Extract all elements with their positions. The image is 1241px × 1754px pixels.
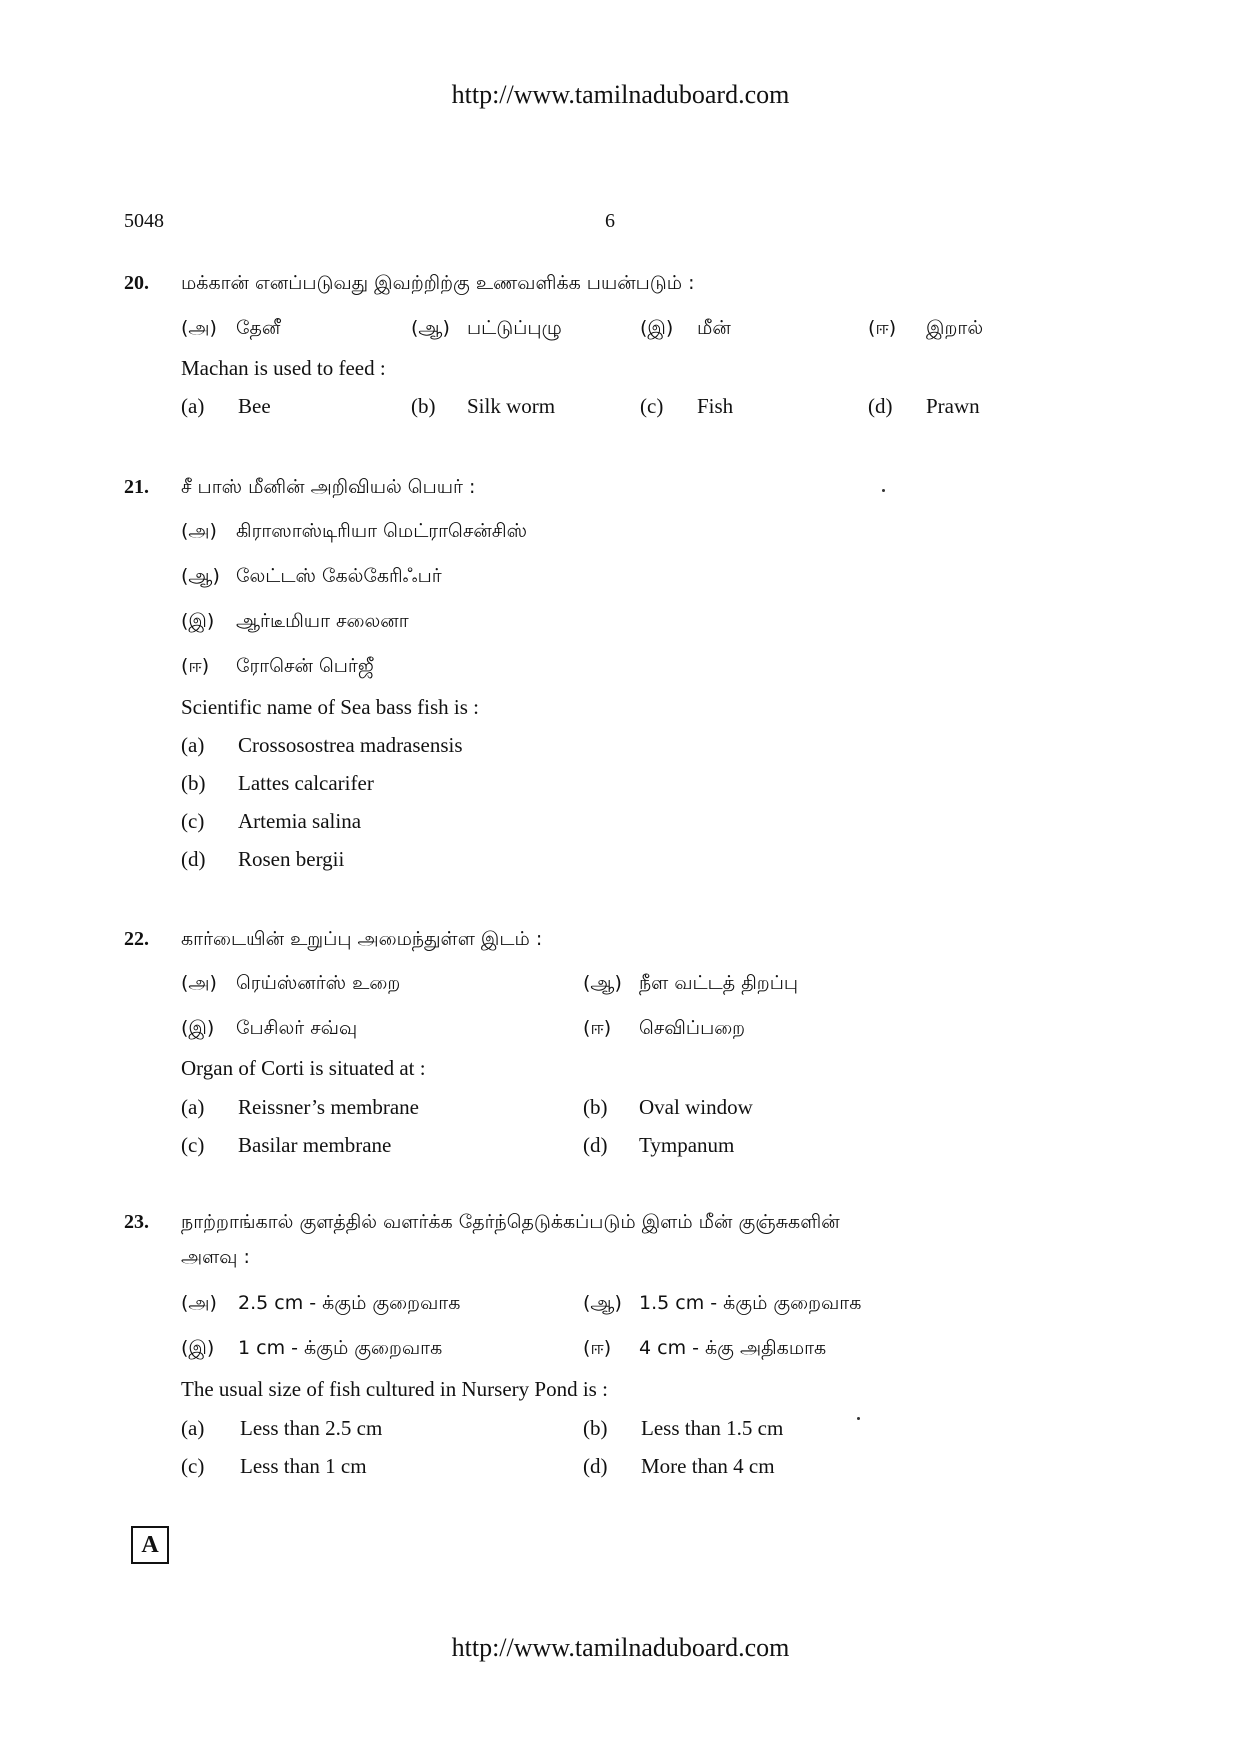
- option: Silk worm: [467, 394, 556, 418]
- tamil-option-label: (இ): [640, 317, 674, 339]
- question-tamil-continued: அளவு :: [181, 1246, 250, 1268]
- tamil-option-label: (ஈ): [583, 1017, 612, 1039]
- question-tamil: கார்டையின் உறுப்பு அமைந்துள்ள இடம் :: [181, 928, 543, 950]
- tamil-option: 4 cm - க்கு அதிகமாக: [639, 1337, 827, 1359]
- scan-speck: [882, 489, 885, 492]
- option: Artemia salina: [238, 809, 362, 833]
- tamil-option: ரெய்ஸ்னர்ஸ் உறை: [236, 972, 401, 994]
- option: Less than 2.5 cm: [240, 1416, 383, 1440]
- tamil-option-label: (ஆ): [181, 565, 220, 587]
- tamil-option: பட்டுப்புழு: [467, 317, 562, 339]
- question-tamil: சீ பாஸ் மீனின் அறிவியல் பெயர் :: [181, 476, 476, 498]
- question-tamil: நாற்றாங்கால் குளத்தில் வளர்க்க தேர்ந்தெடுக்கப்படும் இளம் மீன் குஞ்சுகளின்: [181, 1211, 840, 1233]
- option-label: (b): [411, 394, 436, 418]
- tamil-option-label: (ஆ): [583, 1292, 622, 1314]
- option: Tympanum: [639, 1133, 735, 1157]
- tamil-option: தேனீ: [236, 317, 281, 339]
- option-label: (c): [640, 394, 664, 418]
- option-label: (c): [181, 1454, 205, 1478]
- tamil-option: மீன்: [697, 317, 731, 339]
- question-number: 21.: [124, 476, 149, 498]
- tamil-option-label: (ஈ): [181, 655, 210, 677]
- option-label: (d): [583, 1133, 608, 1157]
- question-number: 20.: [124, 272, 149, 294]
- option: Bee: [238, 394, 271, 418]
- option-label: (a): [181, 733, 205, 757]
- tamil-option-label: (ஆ): [411, 317, 450, 339]
- option-label: (a): [181, 1095, 205, 1119]
- tamil-option: 1.5 cm - க்கும் குறைவாக: [639, 1292, 862, 1314]
- question-english: The usual size of fish cultured in Nursery Pond is :: [181, 1377, 608, 1401]
- tamil-option-label: (இ): [181, 1017, 215, 1039]
- option: Crossosostrea madrasensis: [238, 733, 463, 757]
- tamil-option: ஆர்டீமியா சலைனா: [236, 610, 409, 632]
- page-number: 6: [605, 210, 615, 232]
- option: Basilar membrane: [238, 1133, 392, 1157]
- tamil-option: இறால்: [926, 317, 984, 339]
- option-label: (c): [181, 809, 205, 833]
- tamil-option-label: (அ): [181, 317, 217, 339]
- option: Prawn: [926, 394, 980, 418]
- tamil-option: செவிப்பறை: [639, 1017, 746, 1039]
- question-english: Organ of Corti is situated at :: [181, 1056, 426, 1080]
- option: Reissner’s membrane: [238, 1095, 419, 1119]
- question-number: 23.: [124, 1211, 149, 1233]
- option: Rosen bergii: [238, 847, 345, 871]
- tamil-option: கிராஸாஸ்டிரியா மெட்ராசென்சிஸ்: [236, 520, 528, 542]
- tamil-option: நீள வட்டத் திறப்பு: [639, 972, 798, 994]
- option-label: (a): [181, 394, 205, 418]
- option-label: (d): [868, 394, 893, 418]
- question-number: 22.: [124, 928, 149, 950]
- option-label: (d): [583, 1454, 608, 1478]
- footer-url[interactable]: http://www.tamilnaduboard.com: [451, 1633, 790, 1662]
- option: Less than 1 cm: [240, 1454, 367, 1478]
- tamil-option-label: (ஈ): [583, 1337, 612, 1359]
- paper-code: 5048: [124, 210, 164, 232]
- option-label: (d): [181, 847, 206, 871]
- tamil-option: 1 cm - க்கும் குறைவாக: [238, 1337, 443, 1359]
- option: Lattes calcarifer: [238, 771, 374, 795]
- option-label: (b): [181, 771, 206, 795]
- option-label: (b): [583, 1095, 608, 1119]
- tamil-option: ரோசென் பெர்ஜீ: [236, 655, 374, 677]
- tamil-option: 2.5 cm - க்கும் குறைவாக: [238, 1292, 461, 1314]
- tamil-option-label: (ஆ): [583, 972, 622, 994]
- option: More than 4 cm: [641, 1454, 775, 1478]
- option: Oval window: [639, 1095, 753, 1119]
- option-label: (b): [583, 1416, 608, 1440]
- tamil-option-label: (அ): [181, 1292, 217, 1314]
- option: Fish: [697, 394, 734, 418]
- header-url[interactable]: http://www.tamilnaduboard.com: [451, 80, 790, 109]
- tamil-option-label: (அ): [181, 972, 217, 994]
- question-tamil: மக்கான் எனப்படுவது இவற்றிற்கு உணவளிக்க பயன்படும் :: [181, 272, 695, 294]
- option: Less than 1.5 cm: [641, 1416, 784, 1440]
- question-english: Machan is used to feed :: [181, 356, 386, 380]
- tamil-option: லேட்டஸ் கேல்கேரிஃபர்: [236, 565, 442, 587]
- tamil-option-label: (இ): [181, 1337, 215, 1359]
- option-label: (c): [181, 1133, 205, 1157]
- option-label: (a): [181, 1416, 205, 1440]
- question-english: Scientific name of Sea bass fish is :: [181, 695, 480, 719]
- tamil-option-label: (அ): [181, 520, 217, 542]
- scan-speck: [857, 1417, 860, 1420]
- tamil-option: பேசிலர் சவ்வு: [236, 1017, 358, 1039]
- tamil-option-label: (ஈ): [868, 317, 897, 339]
- tamil-option-label: (இ): [181, 610, 215, 632]
- booklet-series-mark: A: [131, 1526, 169, 1564]
